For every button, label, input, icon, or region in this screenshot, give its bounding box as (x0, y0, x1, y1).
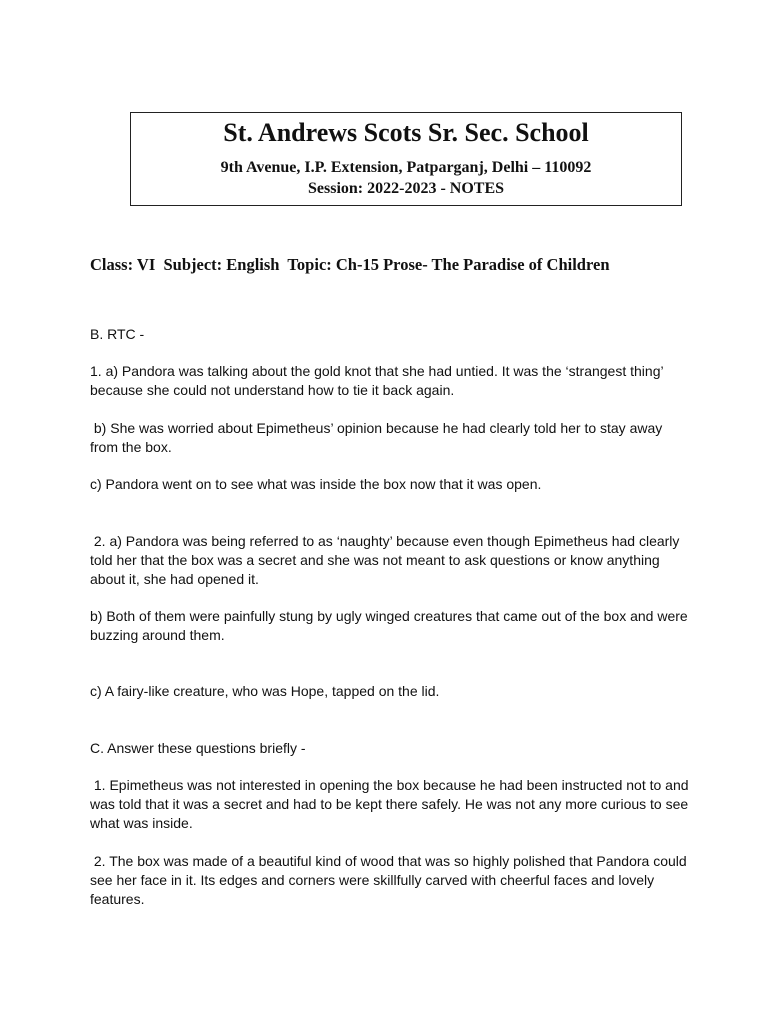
answer-c1: 1. Epimetheus was not interested in opening the box because he had been instructed not to and was told that it was a secret and had to be kept there safely. He was not any more curious to see what was inside. (90, 777, 693, 831)
answer-2c: c) A fairy-like creature, who was Hope, tapped on the lid. (90, 683, 440, 699)
answer-1b: b) She was worried about Epimetheus’ opinion because he had clearly told her to stay away from the box. (90, 420, 667, 455)
notes-body (90, 325, 693, 909)
session-line: Session: 2022-2023 - NOTES (307, 180, 505, 197)
class-subject-topic-line: Class: VI Subject: English Topic: Ch-15 Prose- The Paradise of Children (90, 255, 610, 274)
answer-1a: 1. a) Pandora was talking about the gold knot that she had untied. It was the ‘strangest thing’ because she could not understand how to tie it back again. (90, 363, 667, 398)
answer-1c: c) Pandora went on to see what was inside the box now that it was open. (90, 476, 542, 492)
section-c-heading: C. Answer these questions briefly - (90, 740, 306, 756)
answer-c2: 2. The box was made of a beautiful kind of wood that was so highly polished that Pandora could see her face in it. Its edges and corners were skillfully carved with cheerful faces and lovely features. (90, 853, 691, 907)
school-name: St. Andrews Scots Sr. Sec. School (223, 118, 589, 147)
school-header-box (130, 112, 682, 206)
answer-2b: b) Both of them were painfully stung by ugly winged creatures that came out of the box and were buzzing around them. (90, 608, 688, 643)
school-address: 9th Avenue, I.P. Extension, Patparganj, Delhi – 110092 (220, 159, 592, 176)
answer-2a: 2. a) Pandora was being referred to as ‘naughty’ because even though Epimetheus had clearly told her that the box was a secret and she was not meant to ask questions or know anything about it, she had opened it. (90, 533, 684, 587)
section-b-heading: B. RTC - (90, 326, 145, 342)
